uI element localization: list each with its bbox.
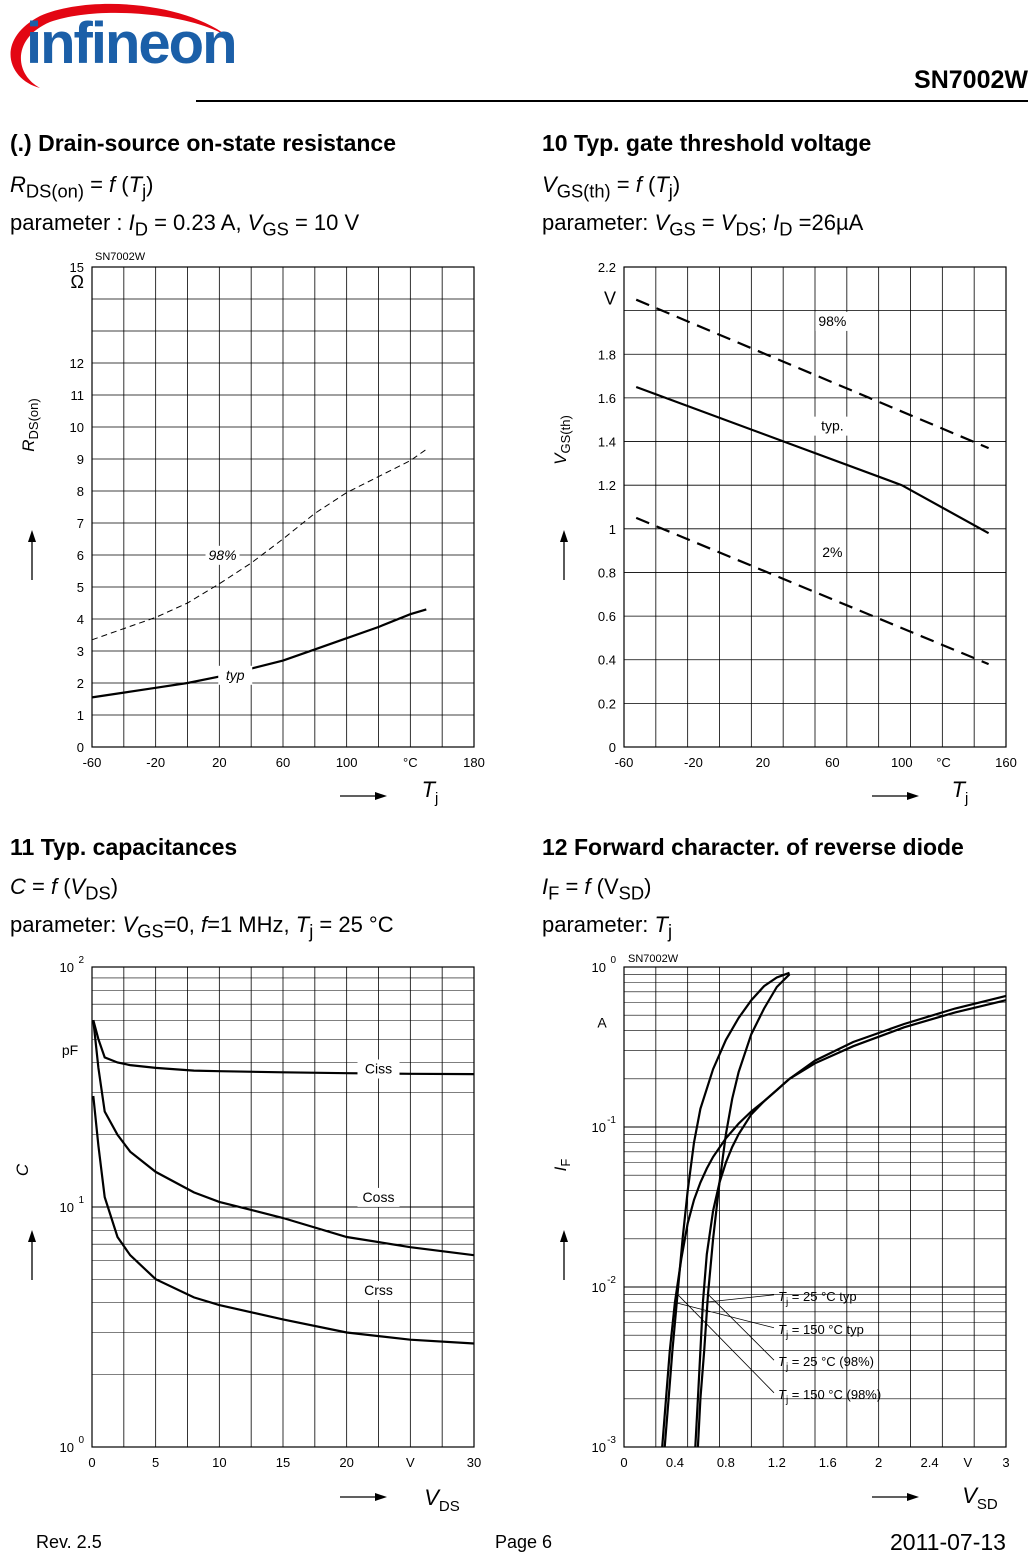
panel1-title: (.) Drain-source on-state resistance	[10, 130, 397, 156]
x-tick-label: 20	[755, 755, 771, 770]
x-tick-label: 0.8	[716, 1455, 735, 1470]
y-tick-label: 6	[76, 548, 84, 563]
y-tick-label: 0.8	[597, 565, 616, 581]
y-axis-label: C	[13, 1163, 32, 1177]
y-tick-label: 3	[76, 644, 84, 659]
x-tick-label: -60	[82, 755, 102, 770]
x-axis-label: $V_{DS}$	[424, 1485, 460, 1515]
y-tick-label: 2	[76, 676, 84, 691]
panel3-parameter: parameter: $V_{GS}=0$, f=1 MHz, $T_j = 25$ °C	[10, 912, 394, 942]
y-axis-arrowhead	[560, 1230, 568, 1242]
x-tick-label: 30	[466, 1455, 482, 1470]
x-tick-label: 0	[620, 1455, 628, 1470]
series-leader-line	[677, 1294, 774, 1393]
panel2-title: 10 Typ. gate threshold voltage	[542, 130, 872, 156]
y-tick-exponent: -1	[607, 1115, 616, 1126]
x-tick-label: 15	[275, 1455, 291, 1470]
y-axis-label: $I_F$	[551, 1158, 573, 1172]
y-tick-label: 1	[608, 521, 616, 537]
x-tick-label: 100	[890, 755, 913, 770]
y-tick-label: V	[603, 288, 616, 309]
y-unit-label: pF	[61, 1042, 79, 1059]
y-tick-label: 11	[70, 388, 84, 403]
y-tick-exponent: -3	[607, 1435, 616, 1446]
x-tick-label: 10	[212, 1455, 227, 1470]
infineon-logo: infineon	[26, 11, 236, 76]
chart-capacitances	[13, 955, 481, 1515]
y-axis-arrowhead	[28, 530, 36, 542]
x-axis-arrowhead	[375, 792, 387, 800]
series-label: Crss	[364, 1281, 393, 1298]
y-tick-label: 0.6	[597, 609, 616, 625]
x-tick-label: 0	[88, 1455, 96, 1470]
series-line-typ-	[636, 387, 988, 533]
y-tick-label: Ω	[70, 272, 84, 292]
x-tick-label: 1.2	[767, 1455, 786, 1470]
y-tick-label: 5	[76, 580, 84, 595]
x-tick-label: 0.4	[665, 1455, 684, 1470]
y-tick-label: 1	[76, 708, 84, 723]
footer-date: 2011-07-13	[890, 1529, 1006, 1555]
y-tick-label: 0.2	[597, 696, 616, 712]
x-tick-label: 2	[875, 1455, 883, 1470]
y-axis-label: $R_{DS(on)}$	[19, 398, 41, 452]
x-axis-label: $V_{SD}$	[962, 1483, 998, 1513]
y-tick-label: 10	[59, 960, 74, 975]
series-label: 98%	[818, 312, 847, 329]
panel3-title: 11 Typ. capacitances	[10, 834, 238, 860]
y-tick-exponent: 0	[78, 1435, 84, 1446]
x-tick-label: 60	[825, 755, 840, 770]
footer-revision: Rev. 2.5	[36, 1532, 102, 1552]
y-tick-exponent: 1	[78, 1195, 84, 1206]
y-tick-label: 10	[69, 420, 84, 435]
x-tick-label: 20	[212, 755, 227, 770]
x-axis-arrowhead	[907, 792, 919, 800]
y-tick-label: 15	[69, 260, 84, 275]
y-tick-label: 1.2	[597, 478, 616, 494]
part-number: SN7002W	[914, 66, 1028, 94]
y-tick-label: 10	[59, 1200, 74, 1215]
series-label: $T_j = 150$ °C (98%)	[778, 1386, 882, 1406]
x-tick-label: 160	[995, 755, 1017, 770]
series-leader-line	[703, 1295, 774, 1303]
panel4-formula: $I_F = f$ $(V_{SD})$	[542, 874, 652, 904]
series-label: $T_j = 25$ °C (98%)	[778, 1354, 874, 1374]
series-line-98-	[92, 449, 426, 639]
x-tick-label: °C	[936, 755, 951, 770]
x-axis-arrowhead	[375, 1493, 387, 1501]
y-tick-label: 10	[591, 1280, 606, 1295]
series-label: Coss	[362, 1188, 395, 1205]
y-tick-label: 10	[591, 1120, 606, 1135]
footer-page: Page 6	[495, 1532, 553, 1552]
y-tick-label: 12	[69, 356, 84, 371]
series-label: $T_j = 150$ °C typ	[778, 1321, 864, 1341]
y-tick-label: 7	[76, 516, 84, 531]
series-label: typ	[225, 666, 245, 683]
y-axis-arrowhead	[28, 1230, 36, 1242]
x-axis-label: $T_j$	[951, 777, 969, 807]
series-line-Tj-150-C-typ	[662, 996, 1006, 1447]
y-tick-label: 10	[591, 960, 606, 975]
y-tick-label: 4	[76, 612, 84, 627]
chart-watermark: SN7002W	[95, 251, 146, 263]
x-axis-label: $T_j$	[421, 777, 439, 807]
y-tick-exponent: 0	[610, 955, 616, 966]
y-tick-exponent: 2	[78, 955, 84, 966]
series-label: $T_j = 25$ °C typ	[778, 1288, 857, 1308]
panel2-formula: $V_{GS(th)} = f$ $(T_j)$	[542, 172, 681, 202]
panel3-formula: C = f $(V_{DS})$	[10, 874, 119, 904]
y-tick-label: 8	[76, 484, 84, 499]
y-tick-exponent: -2	[607, 1275, 616, 1286]
series-leader-line	[675, 1303, 774, 1328]
series-line-Crss	[93, 1096, 474, 1344]
y-tick-label: 1.4	[597, 434, 616, 450]
panel4-title: 12 Forward character. of reverse diode	[542, 834, 964, 860]
panel2-parameter: parameter: $V_{GS} = V_{DS}$; $I_D =26\mu A$	[542, 210, 864, 240]
x-tick-label: 20	[339, 1455, 354, 1470]
x-tick-label: 5	[152, 1455, 160, 1470]
x-tick-label: 2.4	[920, 1455, 939, 1470]
panel1-parameter: parameter : $I_D = 0.23$ A, $V_{GS} = 10$ V	[10, 210, 360, 240]
x-tick-label: -60	[614, 755, 634, 770]
x-tick-label: 100	[335, 755, 358, 770]
x-tick-label: 60	[275, 755, 291, 770]
series-line-Tj-150-C-98-	[665, 973, 790, 1447]
chart-watermark: SN7002W	[628, 953, 679, 965]
y-tick-label: 1.8	[597, 347, 616, 363]
x-tick-label: 3	[1002, 1455, 1010, 1470]
y-tick-label: 2.2	[597, 260, 616, 275]
x-tick-label: 1.6	[818, 1455, 837, 1470]
chart-vgs_th	[551, 260, 1017, 807]
x-tick-label: -20	[684, 755, 703, 770]
y-tick-label: 1.6	[597, 390, 616, 406]
series-line-Tj-25-C-typ	[695, 1000, 1006, 1447]
series-line-2-	[636, 518, 988, 664]
series-label: typ.	[821, 417, 844, 434]
y-tick-label: 10	[591, 1440, 606, 1455]
y-tick-label: 0	[76, 740, 84, 755]
y-axis-label: $V_{GS(th)}$	[551, 415, 573, 465]
x-tick-label: -20	[146, 755, 166, 770]
series-line-Coss	[93, 1020, 474, 1255]
series-line-Ciss	[93, 1020, 474, 1077]
x-tick-label: 180	[463, 755, 485, 770]
series-leader-line	[708, 1294, 774, 1360]
chart-rds_on	[19, 251, 485, 807]
y-tick-label: 0.4	[597, 652, 616, 668]
y-unit-label: A	[597, 1014, 607, 1031]
y-axis-arrowhead	[560, 530, 568, 542]
series-label: 2%	[822, 544, 843, 561]
series-label: 98%	[208, 546, 237, 563]
x-axis-arrowhead	[907, 1493, 919, 1501]
y-tick-label: 0	[608, 740, 616, 755]
x-tick-label: V	[405, 1455, 415, 1470]
x-tick-label: °C	[403, 755, 418, 770]
series-label: Ciss	[364, 1060, 393, 1077]
y-tick-label: 10	[59, 1440, 74, 1455]
y-tick-label: 9	[76, 452, 84, 467]
chart-diode_forward	[551, 953, 1010, 1513]
panel4-parameter: parameter: $T_j$	[542, 912, 673, 942]
panel1-formula: $R_{DS(on)} = f$ $(T_j)$	[10, 172, 154, 202]
x-tick-label: V	[963, 1455, 973, 1470]
